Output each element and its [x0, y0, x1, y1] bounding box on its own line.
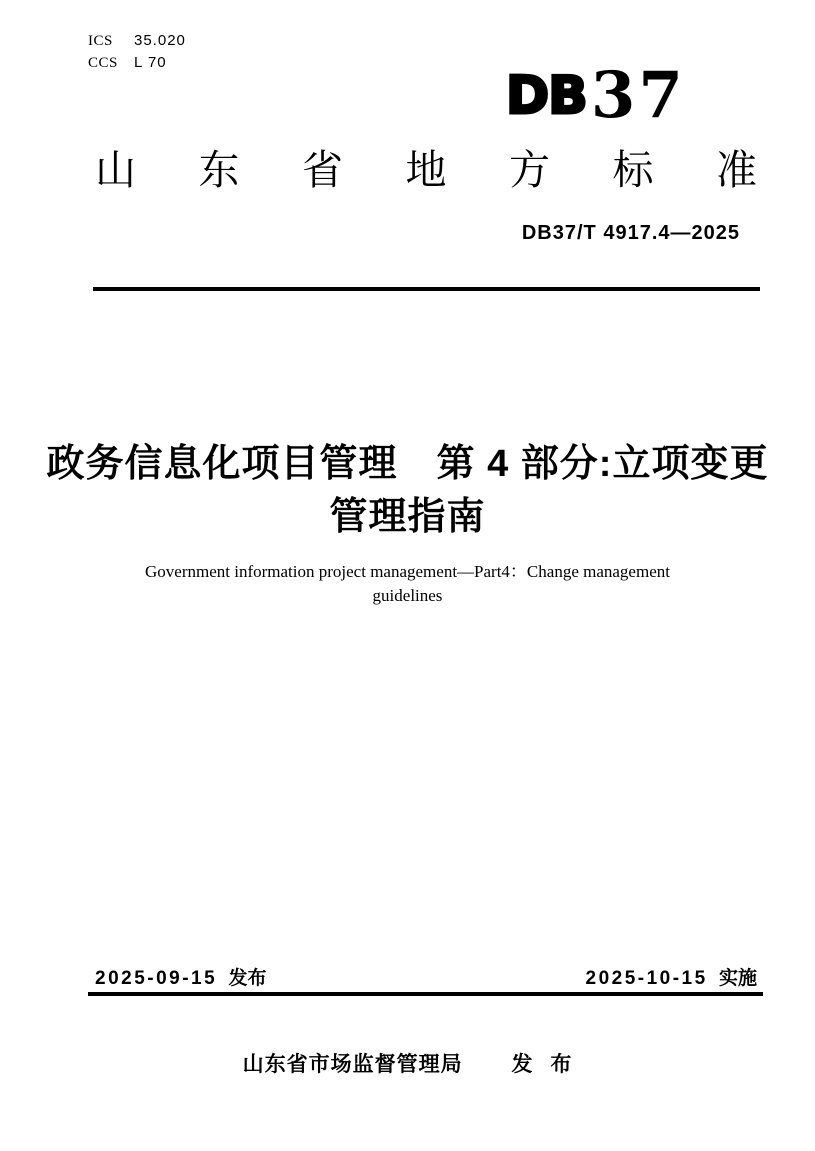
issue-date: 2025-09-15 [95, 968, 218, 989]
db37-logo-letters: DB [506, 66, 587, 127]
standard-type-char: 准 [716, 147, 757, 193]
implementation-date: 2025-10-15 [585, 968, 708, 989]
footer-dates [95, 963, 757, 990]
db37-logo-number: 37 [590, 58, 686, 133]
standard-type-char: 东 [198, 147, 240, 193]
standard-type-char: 标 [612, 147, 654, 193]
ics-label: ICS [88, 33, 113, 49]
standard-type-char: 山 [95, 147, 136, 193]
top-divider-line [93, 287, 760, 291]
standard-type-char: 方 [509, 147, 550, 193]
document-title-en [60, 560, 755, 608]
publisher-row [0, 1048, 815, 1078]
ics-code-row [88, 30, 186, 52]
db37-logo [506, 58, 686, 133]
standard-type-char: 省 [302, 147, 343, 193]
standard-code: DB37/T 4917.4—2025 [521, 222, 740, 244]
standard-type-char: 地 [405, 147, 447, 193]
document-title-zh-line2: 管理指南 [329, 496, 486, 538]
implementation-date-item [586, 963, 758, 990]
issue-date-label: 发布 [228, 968, 267, 989]
document-title-en-line2: guidelines [372, 586, 443, 605]
publish-label: 发 布 [511, 1053, 573, 1076]
ccs-label: CCS [88, 55, 118, 71]
ics-value: 35.020 [134, 32, 186, 49]
ccs-value: L 70 [134, 54, 167, 71]
classification-codes [88, 30, 186, 74]
issue-date-item [95, 963, 267, 990]
document-title-en-line1: Government information project management—Part4：Change management [145, 562, 670, 581]
implementation-date-label: 实施 [718, 968, 757, 989]
publisher-name: 山东省市场监督管理局 [242, 1053, 463, 1076]
standard-type-title [95, 148, 757, 193]
bottom-divider-line [88, 992, 763, 996]
document-title-zh [40, 438, 775, 544]
ccs-code-row [88, 52, 186, 74]
document-title-zh-line1: 政务信息化项目管理 第 4 部分:立项变更 [46, 443, 769, 485]
